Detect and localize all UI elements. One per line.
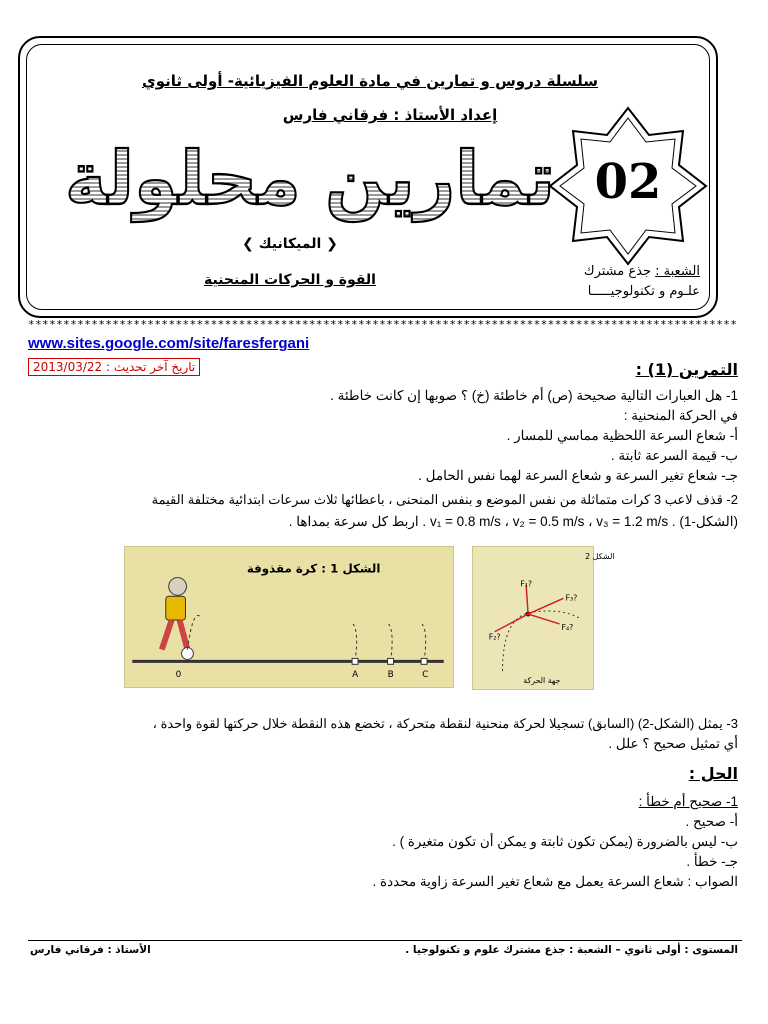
figure-2-caption: الشكل 2 <box>585 551 615 561</box>
player-illustration <box>162 578 194 660</box>
force-f3-label: F₃? <box>565 593 578 603</box>
figure-2 <box>472 546 615 690</box>
branch-line-2: علـوم و تكنولوجيـــــا <box>587 284 700 299</box>
branch-line <box>540 264 700 279</box>
branch-label: الشعبة : <box>655 264 700 279</box>
unit-title: ❮ الميكانيك ❯ <box>242 236 338 252</box>
question-3-line2: أي تمثيل صحيح ؟ علل . <box>608 736 738 751</box>
point-a-label: A <box>352 670 359 681</box>
last-update-box: تاريخ آخر تحديث : 2013/03/22 <box>28 358 200 376</box>
force-f4-arrow <box>528 614 559 624</box>
solution-1-fix: الصواب : شعاع السرعة يعمل مع شعاع تغير السرعة زاوية محددة . <box>372 874 738 889</box>
question-2-line1: 2- قذف لاعب 3 كرات متماثلة من نفس الموضع و بنفس المنحنى ، باعطائها ثلاث سرعات ابتدائية مختلفة القيمة <box>151 492 738 507</box>
point-b-label: B <box>387 670 394 681</box>
series-title: سلسلة دروس و تمارين في مادة العلوم الفيزيائية- أولى ثانوي <box>141 72 599 90</box>
ornament-icon: ❯ <box>242 236 254 252</box>
question-1-b: ب- قيمة السرعة ثابتة . <box>610 448 738 463</box>
question-1-c: جـ- شعاع تغير السرعة و شعاع السرعة لهما نفس الحامل . <box>418 468 738 483</box>
origin-label: 0 <box>175 670 182 681</box>
figure-1 <box>124 546 454 688</box>
solution-1-c: جـ- خطأ . <box>686 854 738 869</box>
star-separator: ***************************************************************************************************** <box>28 318 738 331</box>
point-c-label: C <box>422 670 429 681</box>
solution-1-b: ب- ليس بالضرورة (يمكن تكون ثابتة و يمكن أن تكون متغيرة ) . <box>392 834 738 849</box>
branch-value: جذع مشترك <box>583 264 651 279</box>
footer-level: المستوى : أولى ثانوي – الشعبة : جذع مشترك علوم و تكنولوجيا . <box>405 944 738 956</box>
force-f4-label: F₄? <box>561 622 574 632</box>
sheet-number: 02 <box>594 154 662 210</box>
solution-1: 1- صحيح أم خطأ : <box>638 794 738 809</box>
question-1-a: أ- شعاع السرعة اللحظية مماسي للمسار . <box>506 428 738 443</box>
site-link[interactable]: www.sites.google.com/site/faresfergani <box>28 335 310 352</box>
big-title <box>60 132 582 222</box>
topic-title: القوة و الحركات المنحنية <box>204 272 376 288</box>
question-3-line1: 3- يمثل (الشكل-2) (السابق) تسجيلا لحركة منحنية لنقطة متحركة ، تخضع هذه النقطة خلال حركتها لقوة واحدة ، <box>152 716 738 731</box>
exercise-heading: التمرين (1) : <box>635 360 738 379</box>
author-line: إعداد الأستاذ : فرقاني فارس <box>282 106 498 124</box>
force-f2-arrow <box>495 614 528 632</box>
footer-teacher: الأستاذ : فرقاني فارس <box>30 944 151 956</box>
ornament-icon: ❮ <box>326 236 338 252</box>
force-f1-arrow <box>526 585 528 615</box>
footer-divider <box>28 940 742 941</box>
force-f2-label: F₂? <box>488 632 501 642</box>
force-f1-label: F₁? <box>520 579 533 589</box>
solution-heading: الحل : <box>688 764 738 783</box>
solution-1-a: أ- صحيح . <box>685 814 738 829</box>
big-title-text: تمارين محلولة <box>65 136 582 222</box>
question-1-intro: في الحركة المنحنية : <box>623 408 738 423</box>
question-1: 1- هل العبارات التالية صحيحة (ص) أم خاطئة (خ) ؟ صوبها إن كانت خاطئة . <box>330 388 738 403</box>
question-2-line2: (الشكل-1) . v₁ = 0.8 m/s ، v₂ = 0.5 m/s ، v₃ = 1.2 m/s . اربط كل سرعة بمداها . <box>288 514 738 529</box>
motion-direction-label: جهة الحركة <box>523 675 561 685</box>
figure-1-caption: الشكل 1 : كرة مقذوفة <box>246 561 381 576</box>
